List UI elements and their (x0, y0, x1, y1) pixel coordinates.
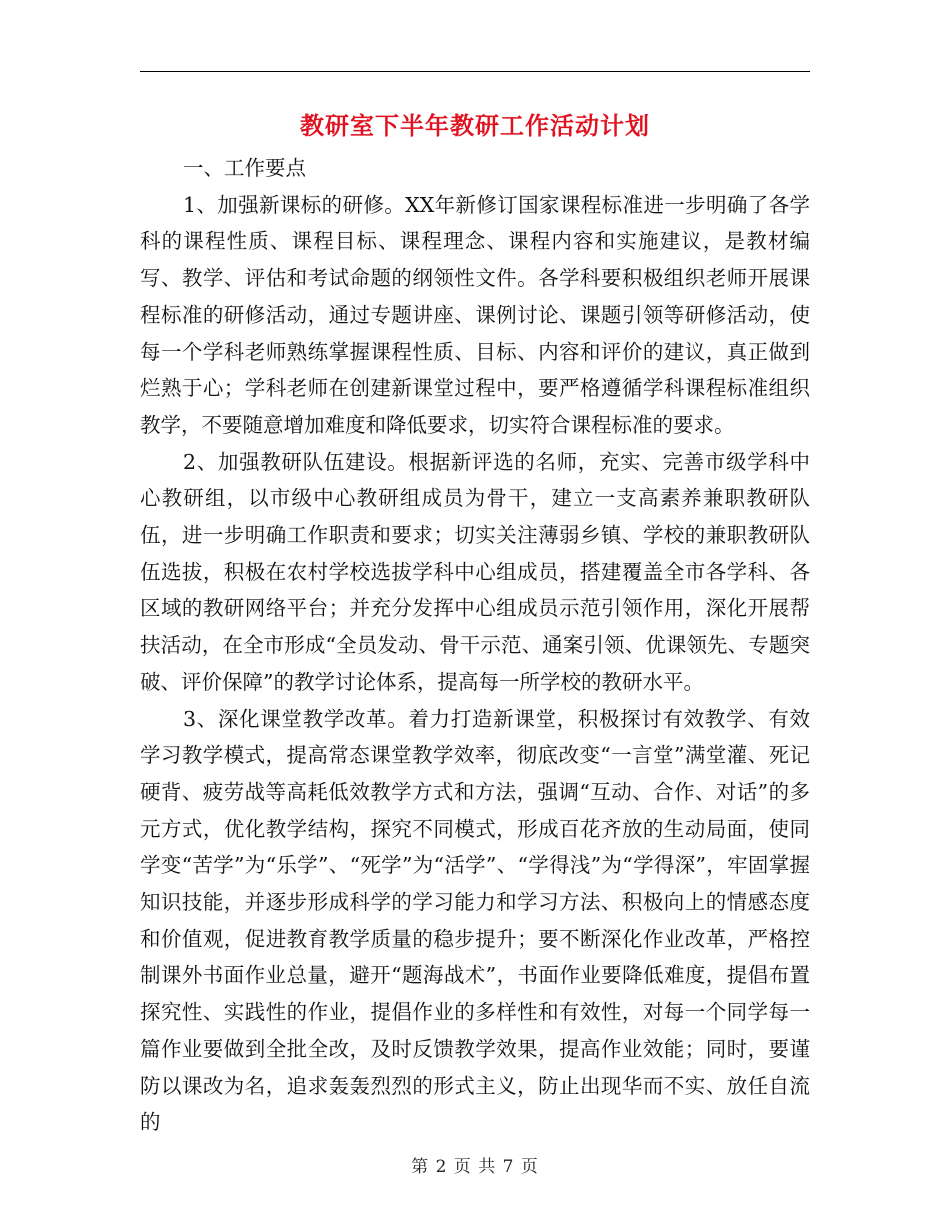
header-rule (140, 71, 810, 72)
document-title: 教研室下半年教研工作活动计划 (300, 111, 650, 140)
section-heading: 一、工作要点 (183, 156, 306, 180)
paragraph-1: 1、加强新课标的研修。XX年新修订国家课程标准进一步明确了各学科的课程性质、课程目标、课程理念、课程内容和实施建议，是教材编写、教学、评估和考试命题的纲领性文件。各学科要积极组织老师开展课程标准的研修活动，通过专题讲座、课例讨论、课题引领等研修活动，使每一个学科老师熟练掌握课程性质、目标、内容和评价的建议，真正做到烂熟于心；学科老师在创建新课堂过程中，要严格遵循学科课程标准组织教学，不要随意增加难度和降低要求，切实符合课程标准的要求。 (140, 192, 810, 437)
paragraph-3: 3、深化课堂教学改革。着力打造新课堂，积极探讨有效教学、有效学习教学模式，提高常态课堂教学效率，彻底改变“一言堂”满堂灌、死记硬背、疲劳战等高耗低效教学方式和方法，强调“互动、合作、对话”的多元方式，优化教学结构，探究不同模式，形成百花齐放的生动局面，使同学变“苦学”为“乐学”、“死学”为“活学”、“学得浅”为“学得深”，牢固掌握知识技能，并逐步形成科学的学习能力和学习方法、积极向上的情感态度和价值观，促进教育教学质量的稳步提升；要不断深化作业改革，严格控制课外书面作业总量，避开“题海战术”，书面作业要降低难度，提倡布置探究性、实践性的作业，提倡作业的多样性和有效性，对每一个同学每一篇作业要做到全批全改，及时反馈教学效果，提高作业效能；同时，要谨防以课改为名，追求轰轰烈烈的形式主义，防止出现华而不实、放任自流的 (140, 706, 810, 1135)
paragraph-2: 2、加强教研队伍建设。根据新评选的名师，充实、完善市级学科中心教研组，以市级中心教研组成员为骨干，建立一支高素养兼职教研队伍，进一步明确工作职责和要求；切实关注薄弱乡镇、学校的兼职教研队伍选拔，积极在农村学校选拔学科中心组成员，搭建覆盖全市各学科、各区域的教研网络平台；并充分发挥中心组成员示范引领作用，深化开展帮扶活动，在全市形成“全员发动、骨干示范、通案引领、优课领先、专题突破、评价保障”的教学讨论体系，提高每一所学校的教研水平。 (140, 449, 810, 694)
page-number: 第 2 页 共 7 页 (411, 1157, 539, 1177)
document-body (140, 150, 810, 1141)
